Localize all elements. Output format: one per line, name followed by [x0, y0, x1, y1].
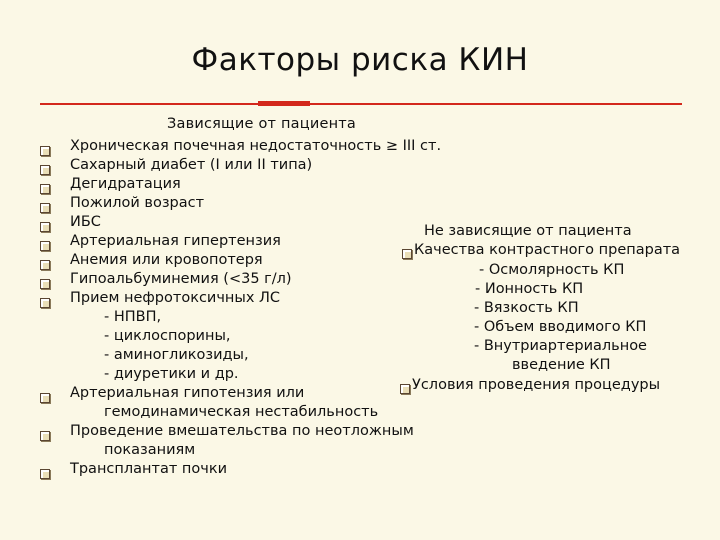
- drug-item: - диуретики и др.: [104, 366, 239, 382]
- right-sub-item: - Ионность КП: [475, 281, 584, 297]
- bullet-icon: [40, 393, 50, 403]
- bullet-icon: [40, 431, 50, 441]
- right-sub-item: - Внутриартериальное: [474, 338, 647, 354]
- list-item: Гипоальбуминемия (<35 г/л): [70, 271, 292, 287]
- bullet-icon: [40, 165, 50, 175]
- bullet-icon: [402, 249, 412, 259]
- list-item: Артериальная гипотензия или: [70, 385, 305, 401]
- slide-title: Факторы риска КИН: [191, 42, 529, 78]
- list-item: Трансплантат почки: [70, 461, 228, 477]
- bullet-icon: [40, 260, 50, 270]
- bullet-icon: [40, 222, 50, 232]
- title-underline: [40, 103, 682, 105]
- drug-item: - циклоспорины,: [104, 328, 231, 344]
- list-item: ИБС: [70, 214, 101, 230]
- drug-item: - аминогликозиды,: [104, 347, 249, 363]
- right-sub-item: - Вязкость КП: [474, 300, 579, 316]
- bullet-icon: [40, 146, 50, 156]
- list-item: Дегидратация: [70, 176, 181, 192]
- list-item: Хроническая почечная недостаточность ≥ III ст.: [70, 138, 442, 154]
- list-item-continuation: гемодинамическая нестабильность: [104, 404, 379, 420]
- non-patient-factors-heading: Не зависящие от пациента: [424, 223, 632, 239]
- list-item: Проведение вмешательства по неотложным: [70, 423, 414, 439]
- right-sub-item: - Объем вводимого КП: [474, 319, 647, 335]
- drug-item: - НПВП,: [104, 309, 162, 325]
- bullet-icon: [40, 184, 50, 194]
- list-item: Артериальная гипертензия: [70, 233, 281, 249]
- right-sub-item: - Осмолярность КП: [479, 262, 625, 278]
- right-list-item: Качества контрастного препарата: [414, 242, 681, 258]
- list-item: Прием нефротоксичных ЛС: [70, 290, 281, 306]
- bullet-icon: [40, 469, 50, 479]
- list-item: Пожилой возраст: [70, 195, 205, 211]
- bullet-icon: [40, 241, 50, 251]
- bullet-icon: [400, 384, 410, 394]
- patient-factors-heading: Зависящие от пациента: [167, 116, 356, 132]
- bullet-icon: [40, 298, 50, 308]
- bullet-icon: [40, 279, 50, 289]
- title-underline-accent: [258, 101, 310, 106]
- list-item: Сахарный диабет (I или II типа): [70, 157, 313, 173]
- list-item: Анемия или кровопотеря: [70, 252, 263, 268]
- list-item-continuation: показаниям: [104, 442, 196, 458]
- right-list-item: Условия проведения процедуры: [412, 377, 661, 393]
- right-sub-item: введение КП: [512, 357, 611, 373]
- bullet-icon: [40, 203, 50, 213]
